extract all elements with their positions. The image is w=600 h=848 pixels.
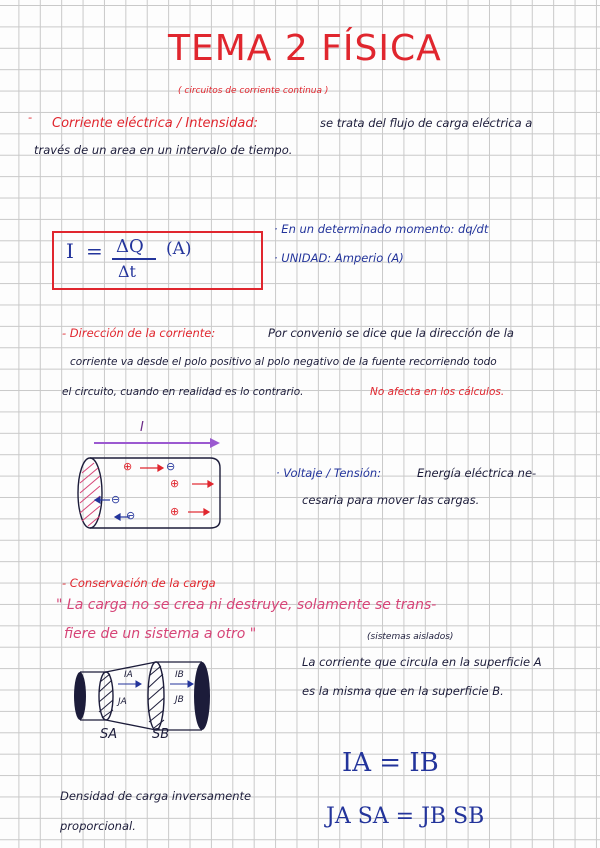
fraction-bar [112, 258, 156, 260]
conservation-quote-note: (sistemas aislados) [367, 632, 454, 642]
voltage-text-line1: Energía eléctrica ne- [417, 466, 537, 480]
formula-unit: (A) [166, 239, 192, 259]
equation-densities: JA SA = JB SB [326, 804, 485, 829]
tube-diagram [66, 658, 216, 748]
density-note-line2: proporcional. [60, 819, 136, 833]
tube-left-end [74, 672, 86, 720]
conservation-quote-line1: " La carga no se crea ni destruye, solamente se trans- [56, 597, 437, 613]
direction-text-line2: corriente va desde el polo positivo al polo negativo de la fuente recorriendo todo [70, 356, 497, 368]
negative-charge: ⊖ [166, 460, 176, 473]
formula-box [52, 231, 263, 290]
conservation-quote-line2: fiere de un sistema a otro " [64, 626, 257, 642]
density-note-line1: Densidad de carga inversamente [60, 789, 252, 803]
formula-note-unit: · UNIDAD: Amperio (A) [274, 251, 404, 265]
voltage-term: · Voltaje / Tensión: [276, 466, 382, 480]
negative-charge: ⊖ [111, 493, 121, 506]
page-subtitle: ( circuitos de corriente continua ) [178, 86, 329, 96]
positive-charge: ⊕ [170, 477, 180, 490]
voltage-text-line2: cesaria para mover las cargas. [302, 493, 480, 507]
negative-charge: ⊖ [126, 509, 136, 522]
surface-b-label: SB [152, 727, 170, 742]
formula-lhs: I [66, 239, 74, 263]
positive-charge: ⊕ [170, 505, 180, 518]
equation-currents: IA = IB [342, 748, 439, 778]
density-a-label: JA [118, 697, 127, 707]
formula-note-moment: · En un determinado momento: dq/dt [274, 222, 489, 236]
tube-right-end [194, 662, 210, 730]
current-term: Corriente eléctrica / Intensidad: [52, 116, 259, 131]
positive-charge: ⊕ [123, 460, 133, 473]
conservation-text-line2: es la misma que en la superficie B. [302, 684, 504, 698]
formula-equals: = [86, 239, 103, 263]
tube-bottom-edge [80, 720, 202, 730]
conservation-text-line1: La corriente que circula en la superficie A [302, 655, 542, 669]
current-definition-line2: través de un area en un intervalo de tiempo. [34, 143, 293, 157]
direction-term: - Dirección de la corriente: [62, 326, 216, 340]
direction-text-line1: Por convenio se dice que la dirección de la [268, 326, 514, 340]
formula-denominator: Δt [118, 262, 136, 281]
formula-numerator: ΔQ [116, 236, 144, 257]
direction-note: No afecta en los cálculos. [370, 386, 505, 398]
current-label: I [140, 420, 144, 435]
direction-text-line3: el circuito, cuando en realidad es lo contrario. [62, 386, 304, 398]
surface-a-label: SA [100, 727, 118, 742]
density-b-label: JB [175, 695, 184, 705]
current-b-label: IB [175, 670, 184, 680]
wire-end-hatching [80, 463, 100, 526]
current-arrow-head [210, 438, 220, 448]
current-definition-line1: se trata del flujo de carga eléctrica a [320, 116, 533, 130]
bullet-dash: - [28, 110, 33, 124]
wire-diagram [60, 418, 240, 538]
surface-b [148, 662, 164, 730]
page-title: TEMA 2 FÍSICA [168, 28, 442, 69]
current-a-label: IA [124, 670, 133, 680]
conservation-term: - Conservación de la carga [62, 576, 216, 590]
